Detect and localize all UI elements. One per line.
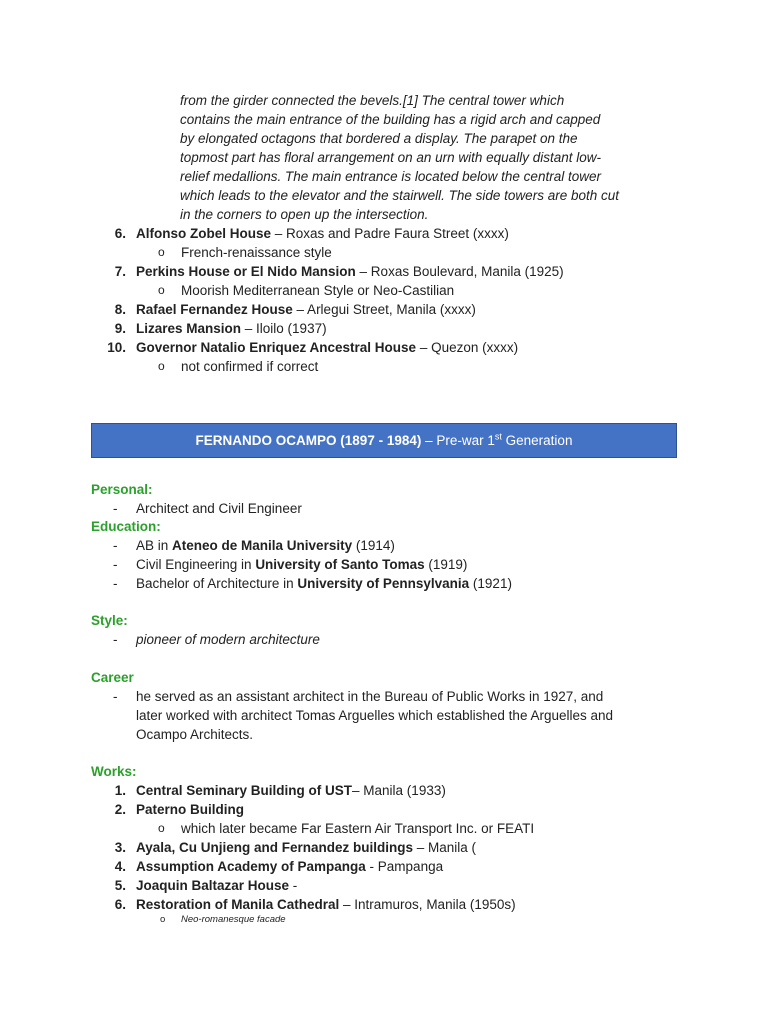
- work-name: Rafael Fernandez House: [136, 302, 293, 317]
- works-heading: Works:: [91, 764, 137, 779]
- list-item: [136, 857, 443, 876]
- list-item: [136, 800, 244, 819]
- work-name: Assumption Academy of Pampanga: [136, 859, 366, 874]
- list-number: 8.: [114, 302, 126, 317]
- work-detail: – Arlegui Street, Manila (xxxx): [292, 302, 476, 317]
- dash-icon: -: [113, 538, 118, 553]
- education-school: Ateneo de Manila University: [172, 538, 353, 553]
- dash-icon: -: [113, 689, 118, 704]
- style-heading: Style:: [91, 613, 128, 628]
- career-line: later worked with architect Tomas Arguelles which established the Arguelles and: [136, 708, 614, 723]
- banner-dash: – Pre-war 1: [421, 433, 495, 448]
- list-number: 2.: [114, 802, 126, 817]
- list-number: 4.: [114, 859, 126, 874]
- paragraph-line: from the girder connected the bevels.[1] The central tower which: [180, 93, 565, 108]
- architect-banner: [91, 423, 677, 458]
- work-name: Perkins House or El Nido Mansion: [136, 264, 356, 279]
- work-name: Paterno Building: [136, 802, 244, 817]
- paragraph-line: which leads to the elevator and the stairwell. The side towers are both cut: [180, 188, 619, 203]
- list-number: 9.: [114, 321, 126, 336]
- education-item: [136, 574, 512, 593]
- list-number: 5.: [114, 878, 126, 893]
- dash-icon: -: [113, 576, 118, 591]
- work-detail: – Manila (1933): [352, 783, 446, 798]
- banner-sup: st: [494, 431, 502, 442]
- education-item: [136, 536, 395, 555]
- work-detail: – Roxas Boulevard, Manila (1925): [355, 264, 564, 279]
- work-name: Ayala, Cu Unjieng and Fernandez buildings: [136, 840, 414, 855]
- sub-item: French-renaissance style: [181, 245, 332, 260]
- list-item: [136, 262, 564, 281]
- work-detail: -: [289, 878, 298, 893]
- bullet-icon: o: [158, 821, 165, 835]
- list-item: [136, 895, 516, 914]
- list-item: [136, 224, 509, 243]
- sub-item: Neo-romanesque facade: [181, 914, 286, 925]
- dash-icon: -: [113, 632, 118, 647]
- work-name: Restoration of Manila Cathedral: [136, 897, 340, 912]
- work-name: Alfonso Zobel House: [136, 226, 271, 241]
- work-name: Governor Natalio Enriquez Ancestral House: [136, 340, 417, 355]
- personal-heading: Personal:: [91, 482, 153, 497]
- work-detail: – Intramuros, Manila (1950s): [339, 897, 516, 912]
- list-item: [136, 319, 327, 338]
- style-item: pioneer of modern architecture: [136, 632, 320, 647]
- dash-icon: -: [113, 501, 118, 516]
- education-heading: Education:: [91, 519, 161, 534]
- bullet-icon: o: [158, 245, 165, 259]
- sub-item: not confirmed if correct: [181, 359, 319, 374]
- education-year: (1914): [352, 538, 395, 553]
- list-item: [136, 876, 297, 895]
- banner-rest: Generation: [501, 433, 573, 448]
- list-item: [136, 781, 446, 800]
- career-heading: Career: [91, 670, 134, 685]
- work-name: Lizares Mansion: [136, 321, 242, 336]
- personal-item: Architect and Civil Engineer: [136, 501, 302, 516]
- list-number: 10.: [107, 340, 126, 355]
- career-line: he served as an assistant architect in the Bureau of Public Works in 1927, and: [136, 689, 604, 704]
- work-detail: – Iloilo (1937): [241, 321, 327, 336]
- education-degree: AB in: [136, 538, 173, 553]
- sub-item: which later became Far Eastern Air Transport Inc. or FEATI: [181, 821, 535, 836]
- education-item: [136, 555, 467, 574]
- paragraph-line: in the corners to open up the intersection.: [180, 207, 429, 222]
- continuation-paragraph: [180, 91, 680, 224]
- list-item: [136, 838, 476, 857]
- education-degree: Bachelor of Architecture in: [136, 576, 298, 591]
- education-degree: Civil Engineering in: [136, 557, 256, 572]
- list-item: [136, 338, 518, 357]
- banner-name: FERNANDO OCAMPO (1897 - 1984): [195, 433, 422, 448]
- list-number: 6.: [114, 897, 126, 912]
- bullet-icon: o: [160, 914, 166, 925]
- list-number: 1.: [114, 783, 126, 798]
- work-detail: – Quezon (xxxx): [416, 340, 519, 355]
- work-detail: – Roxas and Padre Faura Street (xxxx): [271, 226, 509, 241]
- dash-icon: -: [113, 557, 118, 572]
- paragraph-line: by elongated octagons that bordered a display. The parapet on the: [180, 131, 578, 146]
- sub-item: Moorish Mediterranean Style or Neo-Castilian: [181, 283, 455, 298]
- bullet-icon: o: [158, 359, 165, 373]
- education-year: (1921): [469, 576, 512, 591]
- education-school: University of Santo Tomas: [255, 557, 425, 572]
- list-item: [136, 300, 476, 319]
- list-number: 6.: [114, 226, 126, 241]
- paragraph-line: contains the main entrance of the building has a rigid arch and capped: [180, 112, 601, 127]
- work-detail: – Manila (: [413, 840, 477, 855]
- education-year: (1919): [424, 557, 468, 572]
- work-name: Joaquin Baltazar House: [136, 878, 290, 893]
- list-number: 7.: [114, 264, 126, 279]
- paragraph-line: relief medallions. The main entrance is located below the central tower: [180, 169, 601, 184]
- career-line: Ocampo Architects.: [136, 727, 254, 742]
- education-school: University of Pennsylvania: [297, 576, 470, 591]
- work-detail: - Pampanga: [365, 859, 444, 874]
- paragraph-line: topmost part has floral arrangement on an urn with equally distant low-: [180, 150, 601, 165]
- work-name: Central Seminary Building of UST: [136, 783, 353, 798]
- bullet-icon: o: [158, 283, 165, 297]
- list-number: 3.: [114, 840, 126, 855]
